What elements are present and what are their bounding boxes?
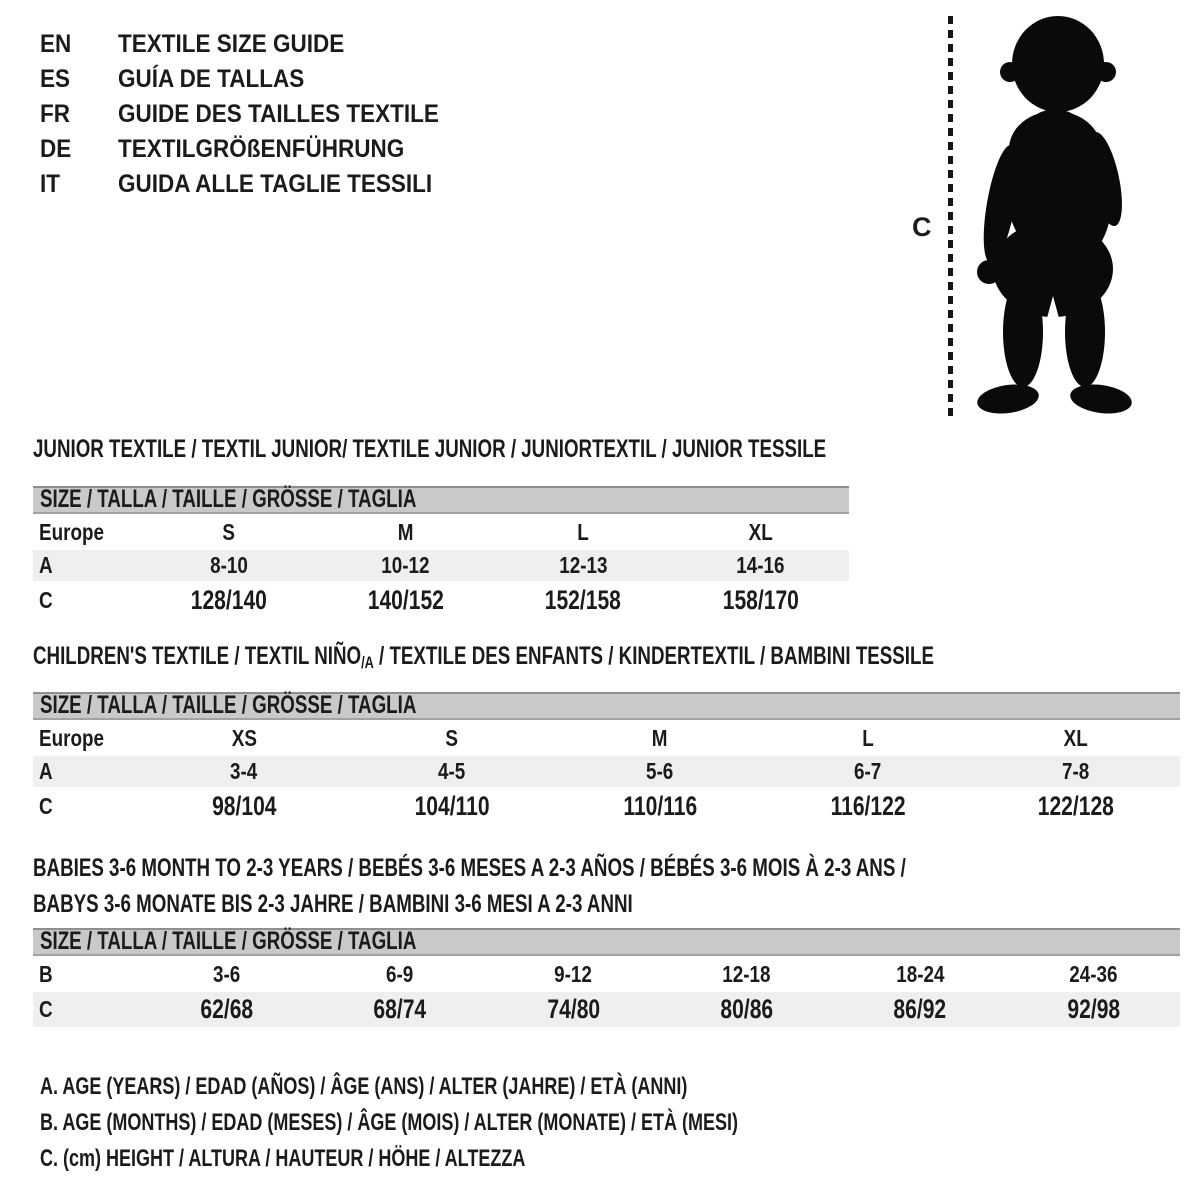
height-cell: 92/98 <box>1066 994 1120 1024</box>
children-section-title-text: CHILDREN'S TEXTILE / TEXTIL $NIÑO_{/A}$ / TEXTILE DES ENFANTS / KINDERTEXTIL / BAMBINI TESSILE <box>33 642 934 672</box>
height-cell: 98/104 <box>211 790 277 821</box>
height-cell: 68/74 <box>373 994 427 1024</box>
legend <box>40 1072 971 1180</box>
age-cell: 3-6 <box>213 960 241 987</box>
size-cell: XL <box>748 518 773 545</box>
children-section <box>33 643 1180 825</box>
size-cell: S <box>445 724 459 751</box>
children-section-title <box>33 643 1180 692</box>
age-cell: 10-12 <box>381 552 430 578</box>
language-row <box>40 62 475 97</box>
age-cell: 5-6 <box>646 758 674 784</box>
nino-a-subscript: /A <box>361 653 374 672</box>
row-label-cell: A <box>39 552 53 578</box>
guide-title: GUÍA DE TALLAS <box>118 65 305 93</box>
row-label-cell: A <box>39 758 53 784</box>
age-cell: 24-36 <box>1069 960 1118 987</box>
language-code: DE <box>40 135 72 163</box>
guide-title: GUIDE DES TAILLES TEXTILE <box>118 100 439 128</box>
legend-line-a: A. AGE (YEARS) / EDAD (AÑOS) / ÂGE (ANS) / ALTER (JAHRE) / ETÀ (ANNI) <box>40 1073 688 1100</box>
size-letter-row <box>33 514 849 550</box>
height-cell: 122/128 <box>1037 790 1115 821</box>
row-label-cell: C <box>39 792 53 819</box>
babies-section <box>33 850 1180 1027</box>
row-label-cell: C <box>39 586 53 613</box>
age-years-row <box>33 550 849 581</box>
height-cell: 104/110 <box>414 790 490 821</box>
height-cm-row <box>33 581 849 619</box>
height-cell: 80/86 <box>720 994 774 1024</box>
junior-section-title <box>33 436 849 486</box>
age-cell: 18-24 <box>895 960 945 987</box>
row-label-cell: Europe <box>39 518 104 545</box>
age-cell: 6-7 <box>854 758 882 784</box>
babies-title-line1: BABIES 3-6 MONTH TO 2-3 YEARS / BEBÉS 3-6 MESES A 2-3 AÑOS / BÉBÉS 3-6 MOIS À 2-3 ANS / <box>33 854 906 882</box>
age-cell: 4-5 <box>438 758 466 784</box>
size-cell: L <box>862 724 874 751</box>
language-code: EN <box>40 30 72 58</box>
height-cell: 152/158 <box>545 584 622 615</box>
language-code: ES <box>40 65 71 93</box>
size-cell: M <box>398 518 414 545</box>
age-months-row <box>33 956 1180 992</box>
row-label-cell: Europe <box>39 724 104 751</box>
age-cell: 7-8 <box>1062 758 1090 784</box>
age-cell: 12-13 <box>558 552 608 578</box>
height-cell: 158/170 <box>722 584 799 615</box>
height-cm-row <box>33 787 1180 825</box>
language-title-list <box>40 27 475 202</box>
row-label-cell: B <box>39 960 53 987</box>
junior-section <box>33 436 849 619</box>
size-cell: L <box>577 518 589 545</box>
size-cell: XS <box>231 724 257 751</box>
babies-section-title <box>33 850 1180 928</box>
row-label-cell: C <box>39 996 53 1022</box>
language-row <box>40 27 475 62</box>
height-cell: 110/116 <box>623 790 697 821</box>
age-years-row <box>33 756 1180 787</box>
language-code: IT <box>40 170 60 198</box>
size-header-band-text: SIZE / TALLA / TAILLE / GRÖSSE / TAGLIA <box>40 691 417 719</box>
language-row <box>40 132 475 167</box>
size-header-band <box>33 692 1180 720</box>
age-cell: 8-10 <box>209 552 248 578</box>
height-cell: 116/122 <box>830 790 906 821</box>
size-cell: XL <box>1063 724 1089 751</box>
height-cell: 62/68 <box>200 994 254 1024</box>
height-dashed-line-icon <box>948 16 953 416</box>
age-cell: 6-9 <box>386 960 414 987</box>
size-letter-row <box>33 720 1180 756</box>
size-header-band <box>33 928 1180 956</box>
height-cm-row <box>33 992 1180 1027</box>
guide-title: TEXTILGRÖßENFÜHRUNG <box>118 135 405 163</box>
height-cell: 128/140 <box>190 584 267 615</box>
legend-line-c: C. (cm) HEIGHT / ALTURA / HAUTEUR / HÖHE / ALTEZZA <box>40 1145 526 1172</box>
height-cell: 140/152 <box>367 584 444 615</box>
age-cell: 9-12 <box>554 960 593 987</box>
junior-section-title-text: JUNIOR TEXTILE / TEXTIL JUNIOR/ TEXTILE JUNIOR / JUNIORTEXTIL / JUNIOR TESSILE <box>33 435 827 463</box>
guide-title: GUIDA ALLE TAGLIE TESSILI <box>118 170 433 198</box>
size-cell: M <box>652 724 668 751</box>
size-header-band-text: SIZE / TALLA / TAILLE / GRÖSSE / TAGLIA <box>40 927 417 955</box>
language-code: FR <box>40 100 70 128</box>
age-cell: 3-4 <box>230 758 258 784</box>
height-measure-label: C <box>912 212 932 242</box>
legend-line-b: B. AGE (MONTHS) / EDAD (MESES) / ÂGE (MOIS) / ALTER (MONATE) / ETÀ (MESI) <box>40 1109 738 1136</box>
size-header-band <box>33 486 849 514</box>
size-cell: S <box>222 518 235 545</box>
age-cell: 14-16 <box>736 552 785 578</box>
language-row <box>40 97 475 132</box>
height-cell: 86/92 <box>893 994 947 1024</box>
age-cell: 12-18 <box>722 960 771 987</box>
height-cell: 74/80 <box>546 994 600 1024</box>
language-row <box>40 167 475 202</box>
size-header-band-text: SIZE / TALLA / TAILLE / GRÖSSE / TAGLIA <box>40 485 417 513</box>
babies-title-line2: BABYS 3-6 MONATE BIS 2-3 JAHRE / BAMBINI 3-6 MESI A 2-3 ANNI <box>33 890 633 918</box>
toddler-silhouette-icon <box>963 14 1141 420</box>
guide-title: TEXTILE SIZE GUIDE <box>118 30 345 58</box>
